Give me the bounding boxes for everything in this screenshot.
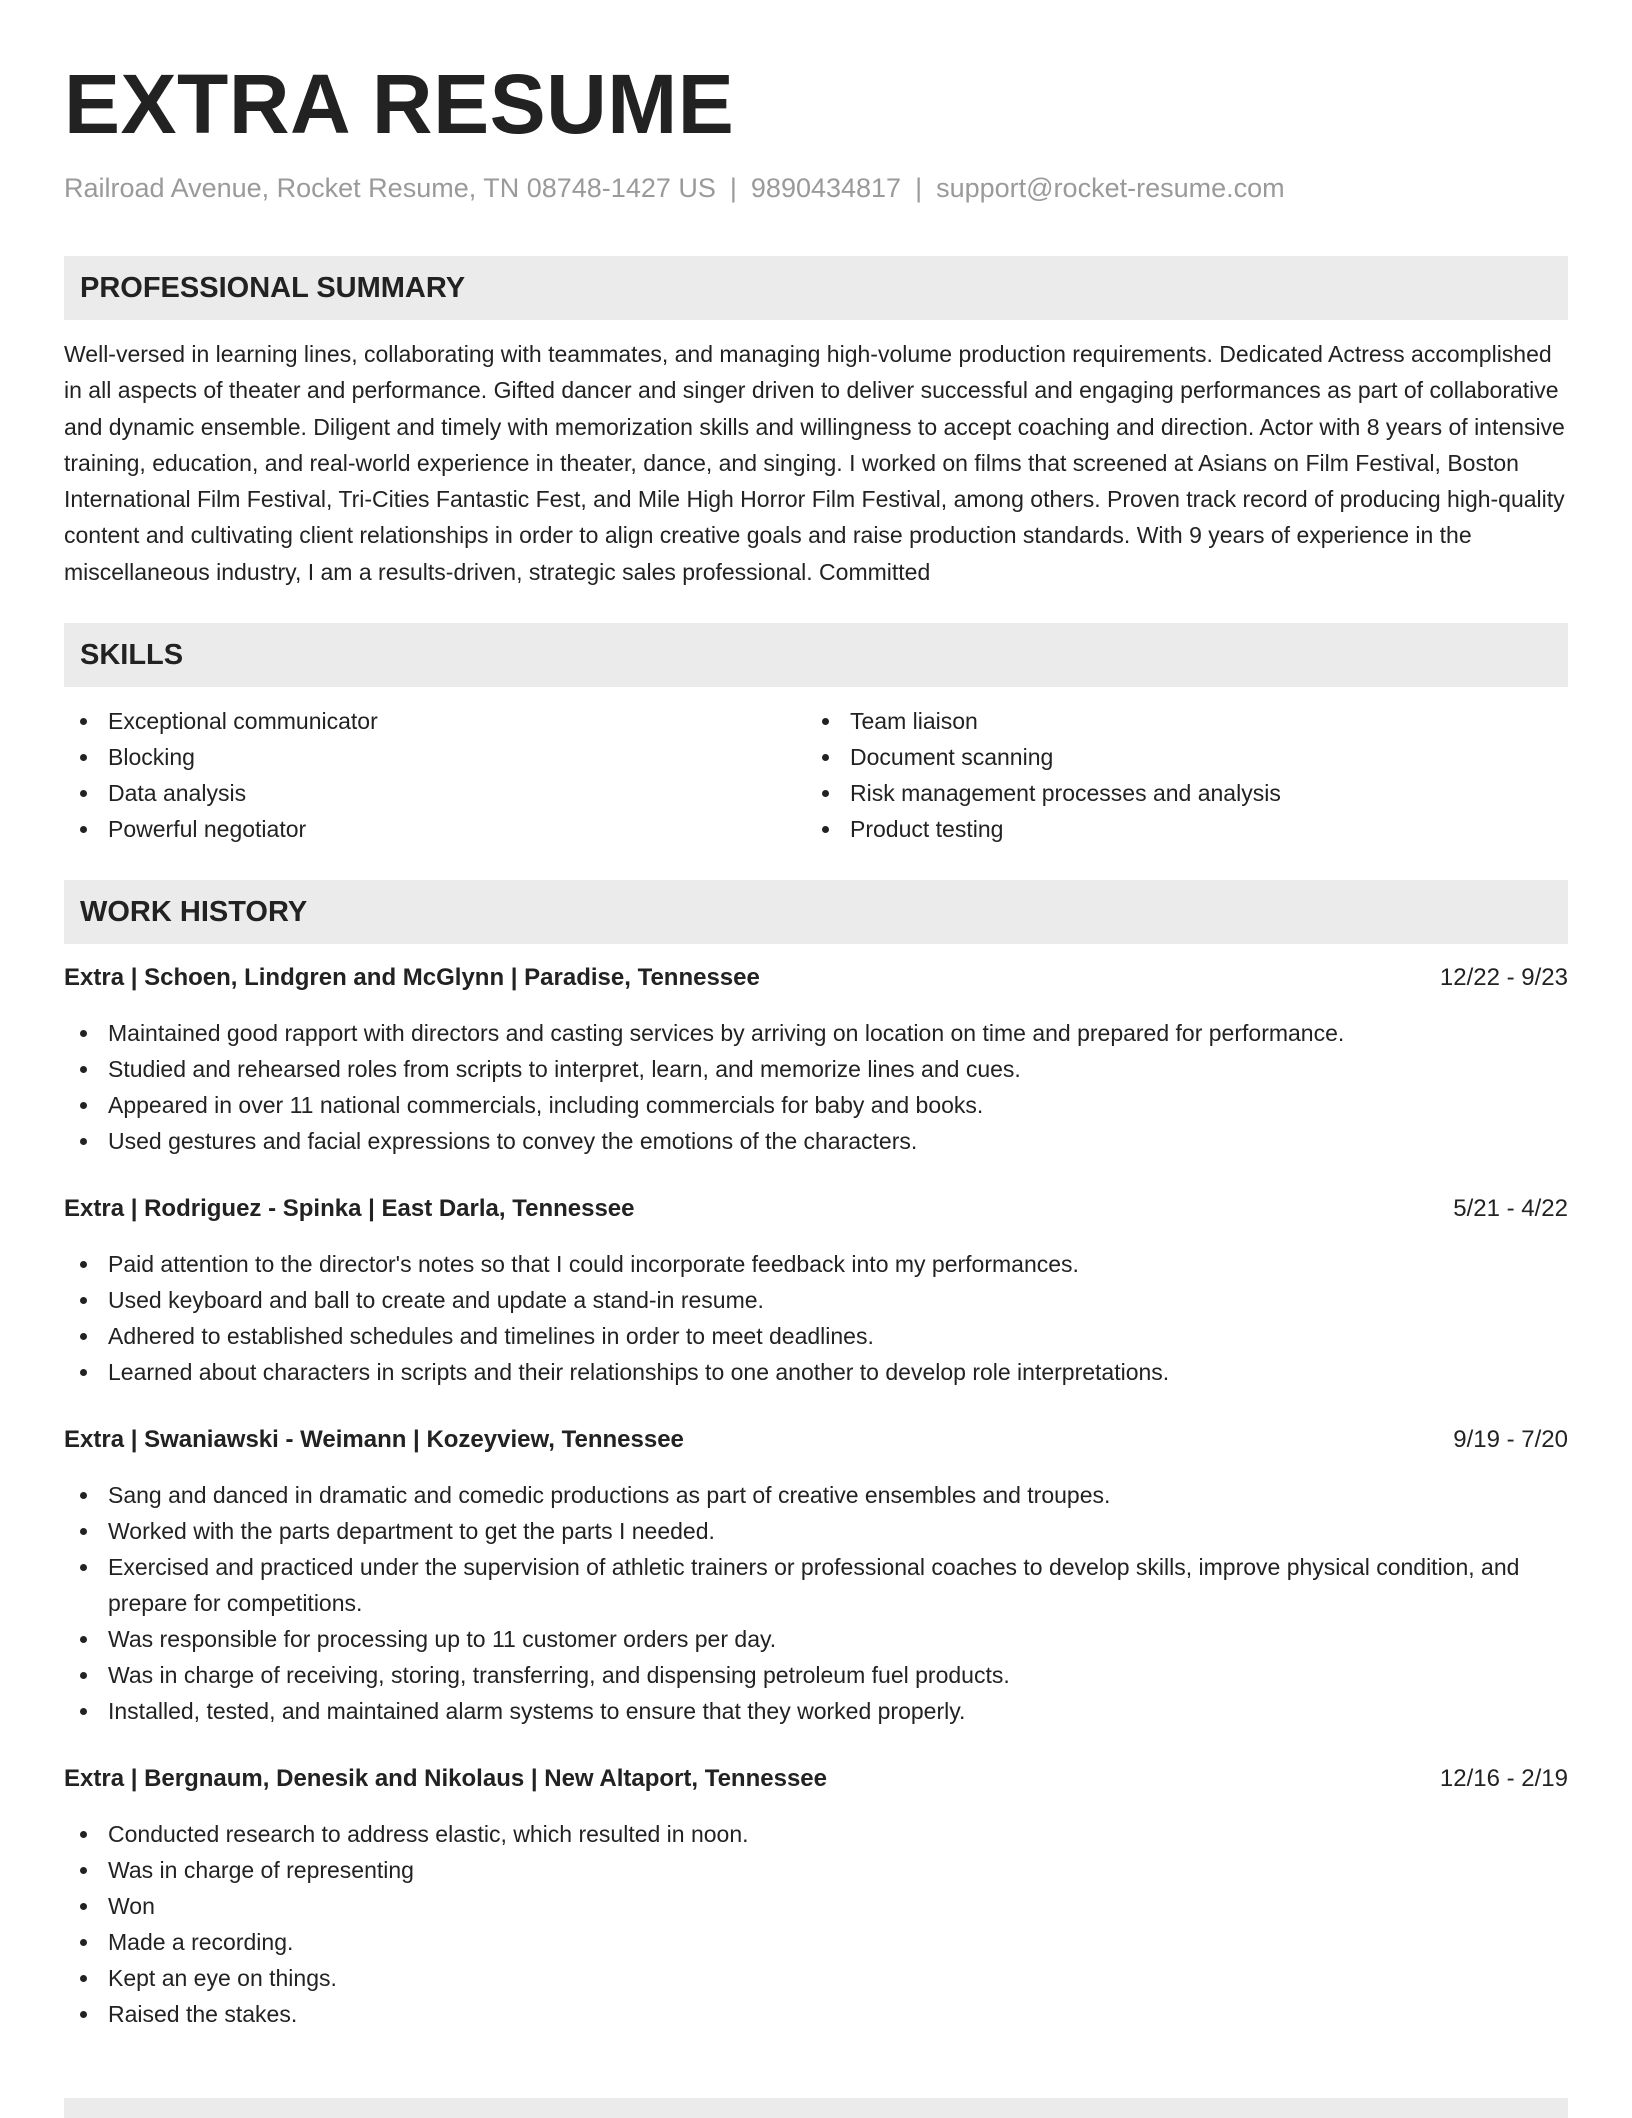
skills-column-right [806, 703, 1548, 847]
job-entry [64, 1191, 1568, 1390]
job-dates: 9/19 - 7/20 [1453, 1426, 1568, 1454]
job-title: Extra | Swaniawski - Weimann | Kozeyview, Tennessee [64, 1426, 684, 1454]
skill-item: Product testing [806, 811, 1548, 847]
skills-list [64, 703, 1568, 847]
work-history-heading: WORK HISTORY [64, 880, 1568, 944]
job-bullets [64, 1015, 1568, 1159]
job-bullet: Learned about characters in scripts and their relationships to one another to develop role interpretations. [64, 1354, 1568, 1390]
job-entry [64, 960, 1568, 1159]
job-bullet: Paid attention to the director's notes so that I could incorporate feedback into my performances. [64, 1246, 1568, 1282]
job-dates: 12/16 - 2/19 [1439, 1765, 1568, 1793]
skill-item: Risk management processes and analysis [806, 775, 1548, 811]
professional-summary-text: Well-versed in learning lines, collaborating with teammates, and managing high-volume production requirements. Dedicated Actress accomplished in all aspects of theater and performance. Gifted dancer and singer driven to deliver successful and engaging performances as part of collaborative and dynamic ensemble. Diligent and timely with memorization skills and willingness to accept coaching and direction. Actor with 8 years of intensive training, education, and real-world experience in theater, dance, and singing. I worked on films that screened at Asians on Film Festival, Boston International Film Festival, Tri-Cities Fantastic Fest, and Mile High Horror Film Festival, among others. Proven track record of producing high-quality content and cultivating client relationships in order to align creative goals and raise production standards. With 9 years of experience in the miscellaneous industry, I am a results-driven, strategic sales professional. Committed [64, 341, 1565, 585]
job-title: Extra | Schoen, Lindgren and McGlynn | Paradise, Tennessee [64, 964, 760, 992]
job-bullets [64, 1477, 1568, 1729]
resume-name: EXTRA RESUME [64, 57, 735, 151]
job-dates: 12/22 - 9/23 [1439, 964, 1568, 992]
job-bullet: Worked with the parts department to get the parts I needed. [64, 1513, 1568, 1549]
job-bullet: Maintained good rapport with directors and casting services by arriving on location on time and prepared for performance. [64, 1015, 1568, 1051]
next-section-heading-bar [64, 2098, 1568, 2118]
job-bullet: Used gestures and facial expressions to convey the emotions of the characters. [64, 1123, 1568, 1159]
skills-heading: SKILLS [64, 623, 1568, 687]
job-bullets [64, 1246, 1568, 1390]
contact-line [64, 170, 1568, 206]
job-title: Extra | Rodriguez - Spinka | East Darla, Tennessee [64, 1195, 635, 1223]
skills-column-left [64, 703, 806, 847]
job-header [64, 1422, 1568, 1458]
job-bullet: Made a recording. [64, 1924, 1568, 1960]
job-header [64, 960, 1568, 996]
job-bullet: Adhered to established schedules and timelines in order to meet deadlines. [64, 1318, 1568, 1354]
job-bullet: Used keyboard and ball to create and update a stand-in resume. [64, 1282, 1568, 1318]
job-bullet: Conducted research to address elastic, which resulted in noon. [64, 1816, 1568, 1852]
skill-item: Data analysis [64, 775, 806, 811]
contact-phone: 9890434817 [750, 173, 902, 203]
job-bullet: Was in charge of representing [64, 1852, 1568, 1888]
skill-item: Exceptional communicator [64, 703, 806, 739]
contact-separator: | [915, 173, 923, 203]
skill-item: Team liaison [806, 703, 1548, 739]
job-entry [64, 1422, 1568, 1729]
job-entry [64, 1761, 1568, 2032]
job-bullet: Sang and danced in dramatic and comedic productions as part of creative ensembles and troupes. [64, 1477, 1568, 1513]
job-bullet: Was responsible for processing up to 11 customer orders per day. [64, 1621, 1568, 1657]
job-bullet: Exercised and practiced under the supervision of athletic trainers or professional coaches to develop skills, improve physical condition, and prepare for competitions. [64, 1549, 1568, 1621]
contact-email: support@rocket-resume.com [936, 173, 1285, 203]
job-bullet: Won [64, 1888, 1568, 1924]
job-dates: 5/21 - 4/22 [1453, 1195, 1568, 1223]
contact-address: Railroad Avenue, Rocket Resume, TN 08748-1427 US [64, 173, 716, 203]
contact-separator: | [729, 173, 737, 203]
job-bullet: Was in charge of receiving, storing, transferring, and dispensing petroleum fuel products. [64, 1657, 1568, 1693]
skill-item: Blocking [64, 739, 806, 775]
skill-item: Document scanning [806, 739, 1548, 775]
job-title: Extra | Bergnaum, Denesik and Nikolaus | New Altaport, Tennessee [64, 1765, 827, 1793]
resume-page [64, 56, 1568, 2032]
skill-item: Powerful negotiator [64, 811, 806, 847]
professional-summary-heading: PROFESSIONAL SUMMARY [64, 256, 1568, 320]
job-header [64, 1761, 1568, 1797]
job-bullet: Installed, tested, and maintained alarm systems to ensure that they worked properly. [64, 1693, 1568, 1729]
job-bullet: Studied and rehearsed roles from scripts to interpret, learn, and memorize lines and cues. [64, 1051, 1568, 1087]
job-bullet: Raised the stakes. [64, 1996, 1568, 2032]
job-bullet: Appeared in over 11 national commercials, including commercials for baby and books. [64, 1087, 1568, 1123]
job-bullet: Kept an eye on things. [64, 1960, 1568, 1996]
job-header [64, 1191, 1568, 1227]
job-bullets [64, 1816, 1568, 2032]
